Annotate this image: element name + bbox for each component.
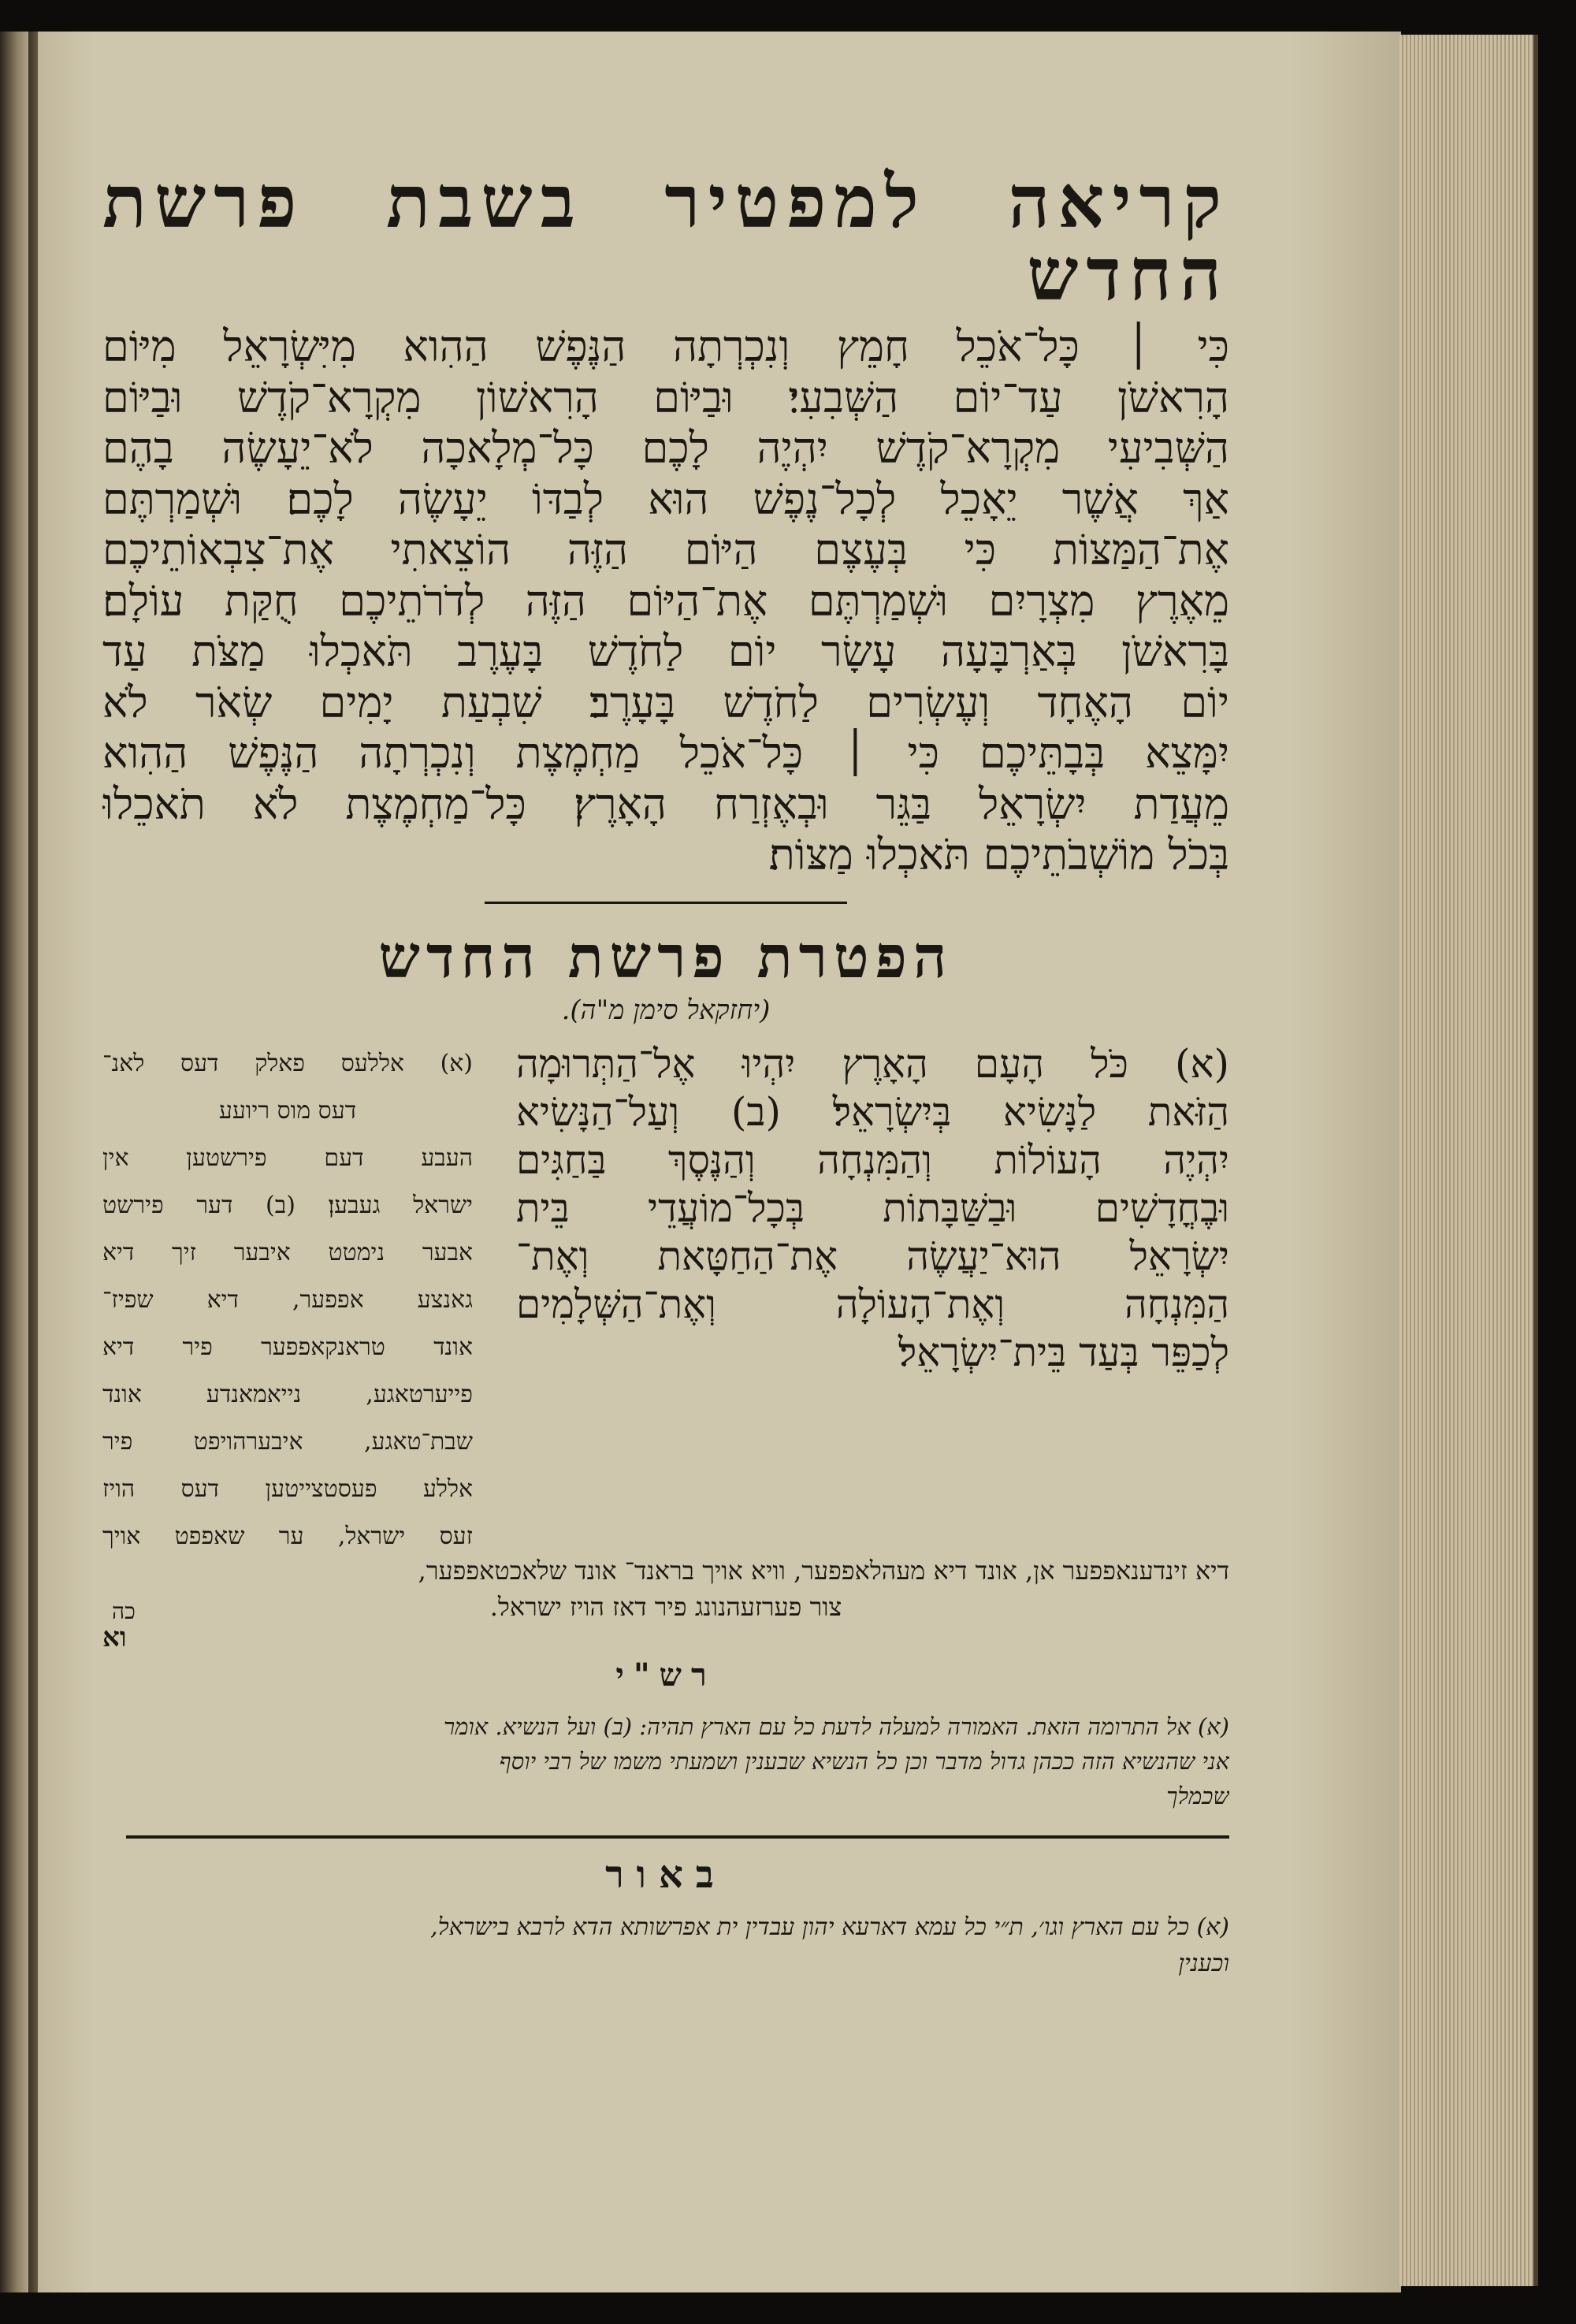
yiddish-line: העבע דעם פירשטען אין	[102, 1143, 473, 1172]
reading-line: יִמָּצֵא בְּבָתֵּיכֶם כִּי ׀ כָּל־אֹכֵל מַחְמֶצֶת וְנִכְרְתָה הַנֶּפֶשׁ הַהִוא	[102, 728, 1229, 778]
hebrew-line: יִשְׂרָאֵל הוּא־יַעֲשֶׂה אֶת־הַחַטָּאת וְאֶת־	[516, 1233, 1229, 1279]
yiddish-line: (א) אללעס פאלק דעס לאנ־	[102, 1049, 473, 1077]
page-stack-edge	[1399, 35, 1538, 2286]
rashi-line: אני שהנשיא הזה ככהן גדול מדבר וכן כל הנשיא שבענין ושמעתי משמו של רבי יוסף	[499, 1747, 1229, 1775]
rashi-line: (א) אל התרומה הזאת. האמורה למעלה לדעת כל עם הארץ תהיה: (ב) ועל הנשיא. אומר	[443, 1712, 1229, 1740]
hebrew-line: (א) כֹּל הָעָם הָאָרֶץ יִהְיוּ אֶל־הַתְּרוּמָה	[516, 1040, 1229, 1087]
source-reference: (יחזקאל סימן מ"ה).	[561, 994, 771, 1026]
yiddish-line: דעס מוס ריועע	[218, 1096, 357, 1125]
maftir-reading	[102, 322, 1229, 881]
reading-title: קריאה למפטיר בשבת פרשת החדש	[102, 159, 1229, 317]
commentary-divider	[126, 1835, 1229, 1839]
yiddish-continuation	[102, 1552, 1229, 1625]
haftarah-hebrew-column	[516, 1040, 1229, 1377]
rashi-line: שכמלך	[1166, 1782, 1229, 1809]
hebrew-line: הַזֹּאת לַנָּשִׂיא בְּיִשְׂרָאֵל׃ (ב) וְעַל־הַנָּשִׂיא	[516, 1088, 1229, 1135]
catchword: וא	[102, 1621, 127, 1653]
reading-line: אֶת־הַמַּצּוֹת כִּי בְּעֶצֶם הַיּוֹם הַזֶּה הוֹצֵאתִי אֶת־צִבְאוֹתֵיכֶם	[102, 525, 1229, 574]
hebrew-line: לְכַפֵּר בְּעַד בֵּית־יִשְׂרָאֵל׃	[898, 1329, 1229, 1375]
yiddish-line: אבער נימטט איבער זיך דיא	[102, 1238, 473, 1266]
yiddish-line: אונד טראנקאפפער פיר דיא	[102, 1333, 473, 1361]
reading-line: הַשְּׁבִיעִי מִקְרָא־קֹדֶשׁ יִהְיֶה לָכֶם כָּל־מְלָאכָה לֹא־יֵעָשֶׂה בָהֶם	[102, 423, 1229, 473]
yiddish-line: גאנצע אפפער, דיא שפיז־	[102, 1285, 473, 1314]
yiddish-line: ישראל געבען׃ (ב) דער פירשט	[102, 1191, 473, 1219]
reading-line: בְּכֹל מוֹשְׁבֹתֵיכֶם תֹּאכְלוּ מַצּוֹת׃	[768, 830, 1229, 879]
hebrew-line: יִהְיֶה הָעוֹלוֹת וְהַמִּנְחָה וְהַנֶּסֶךְ בַּחַגִּים	[516, 1136, 1229, 1183]
biur-heading: באור	[605, 1852, 727, 1897]
haftarah-title: הפטרת פרשת החדש	[378, 923, 953, 991]
yiddish-continuation-line: דיא זינדענאפפער אן, אונד דיא מעהלאפפער, וויא אויך בראנד־ אונד שלאכטאפפער,	[418, 1555, 1229, 1586]
reading-line: אַךְ אֲשֶׁר יֵאָכֵל לְכָל־נֶפֶשׁ הוּא לְבַדּוֹ יֵעָשֶׂה לָכֶם׃ וּשְׁמַרְתֶּם	[102, 474, 1229, 524]
biur-line: (א) כל עם הארץ וגו׳, ת״י כל עמא דארעא יהון עבדין ית אפרשותא הדא לרבא בישראל,	[430, 1913, 1229, 1941]
reading-line: כִּי ׀ כָּל־אֹכֵל חָמֵץ וְנִכְרְתָה הַנֶּפֶשׁ הַהִוא מִיִּשְׂרָאֵל מִיּוֹם	[102, 322, 1229, 371]
hebrew-line: וּבֶחֳדָשִׁים וּבַשַּׁבָּתוֹת בְּכָל־מוֹעֲדֵי בֵּית	[516, 1184, 1229, 1231]
yiddish-line: אללע פעסטצייטען דעס הויז	[102, 1474, 473, 1503]
yiddish-line: זעס ישראל, ער שאפפט אויך	[102, 1522, 473, 1550]
yiddish-continuation-line: צור פערזעהנונג פיר דאז הויז ישראל.	[489, 1591, 842, 1622]
hebrew-line: הַמִּנְחָה וְאֶת־הָעוֹלָה וְאֶת־הַשְּׁלָמִים	[516, 1281, 1229, 1327]
left-page-edge	[0, 32, 30, 2292]
reading-line: בָּרִאשֹׁן בְּאַרְבָּעָה עָשָׂר יוֹם לַחֹדֶשׁ בָּעֶרֶב תֹּאכְלוּ מַצֹּת עַד	[102, 627, 1229, 676]
reading-line: מֵעֲדַת יִשְׂרָאֵל בַּגֵּר וּבְאֶזְרַח הָאָרֶץ׃ כָּל־מַחְמֶצֶת לֹא תֹאכֵלוּ	[102, 779, 1229, 829]
yiddish-line: שבת־טאגע, איבערהויפט פיר	[102, 1427, 473, 1456]
biur-commentary	[102, 1909, 1229, 1982]
rashi-commentary	[102, 1709, 1229, 1813]
reading-line: מֵאֶרֶץ מִצְרָיִם וּשְׁמַרְתֶּם אֶת־הַיּוֹם הַזֶּה לְדֹרֹתֵיכֶם חֻקַּת עוֹלָם׃	[102, 575, 1229, 626]
reading-line: הָרִאשֹׁן עַד־יוֹם הַשְּׁבִעִי׃ וּבַיּוֹם הָרִאשׁוֹן מִקְרָא־קֹדֶשׁ וּבַיּוֹם	[102, 372, 1229, 422]
page-signature: כה	[112, 1597, 136, 1624]
haftarah-yiddish-column	[102, 1040, 473, 1560]
biur-line: וכענין	[1178, 1949, 1229, 1977]
reading-line: יוֹם הָאֶחָד וְעֶשְׂרִים לַחֹדֶשׁ בָּעָרֶב׃ שִׁבְעַת יָמִים שְׂאֹר לֹא	[102, 677, 1229, 727]
page-content	[102, 159, 1229, 1982]
section-divider	[485, 902, 847, 904]
rashi-heading: רש"י	[615, 1656, 716, 1694]
yiddish-line: פייערטאגע, נייאמאנדע אונד	[102, 1380, 473, 1408]
